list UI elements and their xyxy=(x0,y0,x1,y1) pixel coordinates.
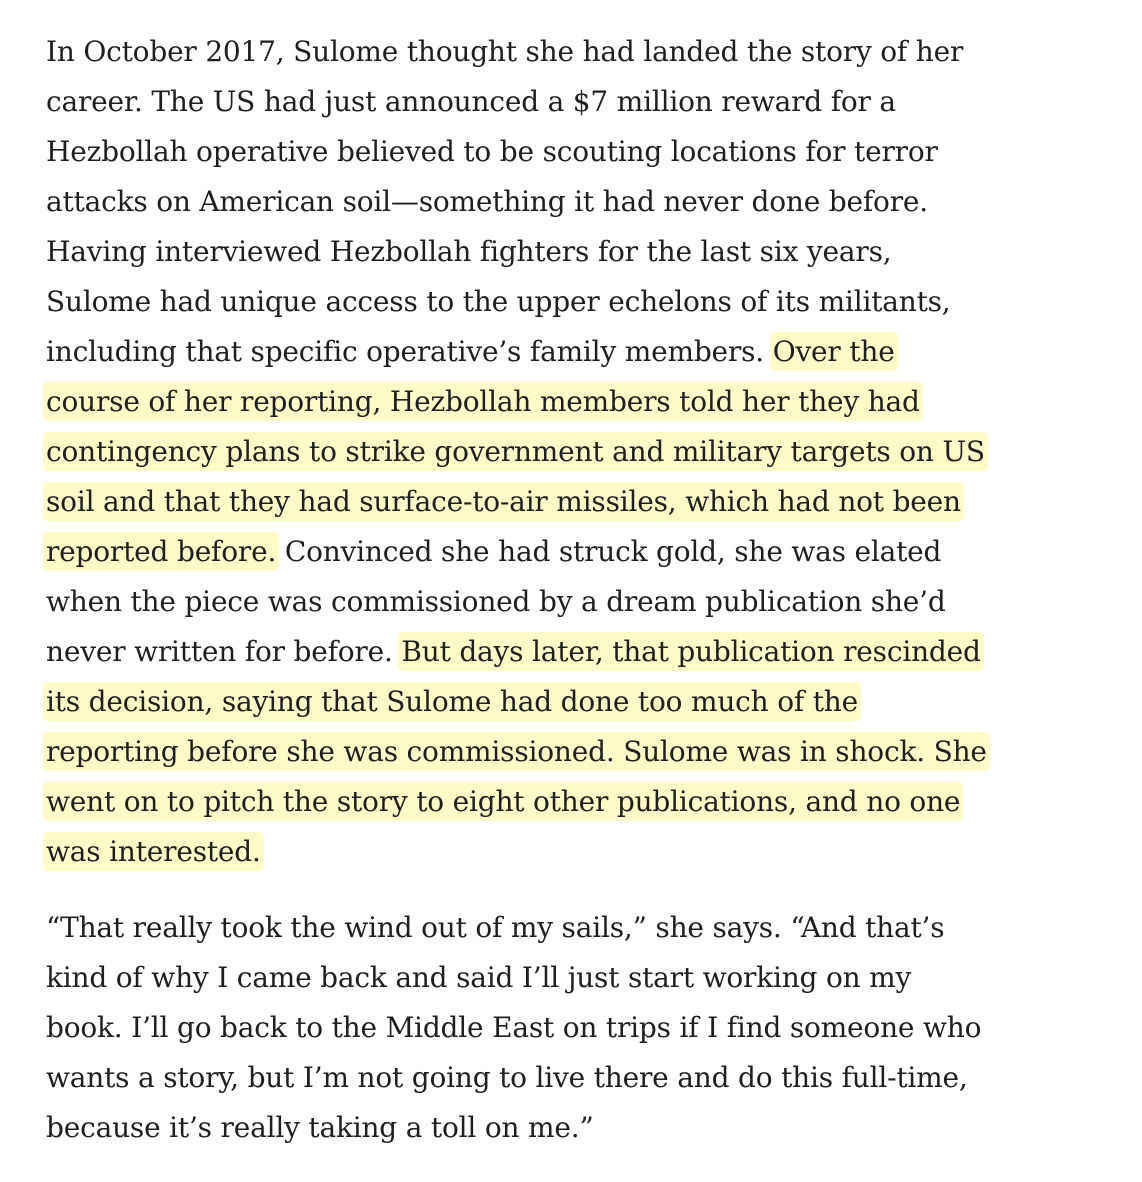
text-line xyxy=(46,627,1046,677)
body-text: when the piece was commissioned by a dream publication she’d xyxy=(46,585,946,618)
text-line xyxy=(46,27,1046,77)
highlighted-text: was interested. xyxy=(46,835,261,868)
text-line xyxy=(46,177,1046,227)
body-text: including that specific operative’s family members. xyxy=(46,335,773,368)
text-line xyxy=(46,1053,1046,1103)
body-text: career. The US had just announced a $7 million reward for a xyxy=(46,85,896,118)
body-text: because it’s really taking a toll on me.” xyxy=(46,1111,594,1144)
text-line xyxy=(46,953,1046,1003)
text-line xyxy=(46,677,1046,727)
body-text: attacks on American soil—something it had never done before. xyxy=(46,185,928,218)
text-line xyxy=(46,903,1046,953)
article-body xyxy=(46,27,1046,1153)
highlighted-text: reported before. xyxy=(46,535,277,568)
text-line xyxy=(46,427,1046,477)
highlighted-text: contingency plans to strike government and military targets on US xyxy=(46,435,985,468)
body-text: Having interviewed Hezbollah fighters for the last six years, xyxy=(46,235,892,268)
text-line xyxy=(46,1003,1046,1053)
body-text: book. I’ll go back to the Middle East on trips if I find someone who xyxy=(46,1011,982,1044)
paragraph-1 xyxy=(46,27,1046,877)
body-text: wants a story, but I’m not going to live there and do this full-time, xyxy=(46,1061,968,1094)
text-line xyxy=(46,827,1046,877)
body-text: Sulome had unique access to the upper echelons of its militants, xyxy=(46,285,951,318)
paragraph-2 xyxy=(46,903,1046,1153)
text-line xyxy=(46,477,1046,527)
highlighted-text: But days later, that publication rescinded xyxy=(401,635,981,668)
text-line xyxy=(46,327,1046,377)
highlighted-text: went on to pitch the story to eight other publications, and no one xyxy=(46,785,961,818)
text-line xyxy=(46,227,1046,277)
highlighted-text: its decision, saying that Sulome had done too much of the xyxy=(46,685,858,718)
highlighted-text: course of her reporting, Hezbollah members told her they had xyxy=(46,385,920,418)
body-text: never written for before. xyxy=(46,635,402,668)
text-line xyxy=(46,277,1046,327)
text-line xyxy=(46,727,1046,777)
highlighted-text: Over the xyxy=(772,335,895,368)
body-text: In October 2017, Sulome thought she had landed the story of her xyxy=(46,35,964,68)
text-line xyxy=(46,777,1046,827)
paragraph-gap xyxy=(46,877,1046,903)
body-text: kind of why I came back and said I’ll just start working on my xyxy=(46,961,912,994)
highlighted-text: soil and that they had surface-to-air missiles, which had not been xyxy=(46,485,961,518)
text-line xyxy=(46,1103,1046,1153)
text-line xyxy=(46,127,1046,177)
body-text: “That really took the wind out of my sails,” she says. “And that’s xyxy=(46,911,945,944)
text-line xyxy=(46,77,1046,127)
body-text: Hezbollah operative believed to be scouting locations for terror xyxy=(46,135,938,168)
body-text: Convinced she had struck gold, she was elated xyxy=(276,535,942,568)
text-line xyxy=(46,577,1046,627)
highlighted-text: reporting before she was commissioned. Sulome was in shock. She xyxy=(46,735,987,768)
text-line xyxy=(46,527,1046,577)
text-line xyxy=(46,377,1046,427)
